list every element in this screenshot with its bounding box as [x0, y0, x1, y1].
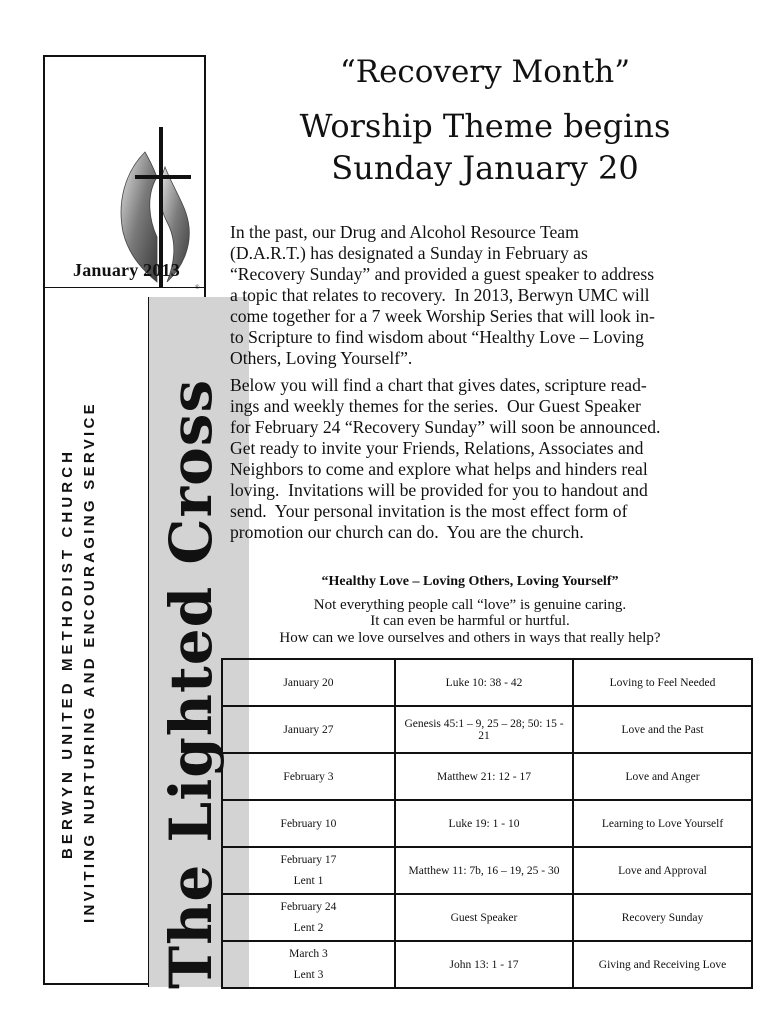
- church-name: BERWYN UNITED METHODIST CHURCH: [59, 447, 76, 859]
- intro-paragraph: In the past, our Drug and Alcohol Resource Team (D.A.R.T.) has designated a Sunday in February as “Recovery Sunday” and provided a guest speaker to address a topic that relates to recovery. In 2013, Berwyn UMC will come together for a 7 week Worship Series that will look in- to Scripture to find wisdom about “Healthy Love – Loving Others, Loving Yourself”.: [230, 222, 655, 368]
- headline-line-3: Sunday January 20: [331, 149, 639, 187]
- theme-cell: Love and the Past: [573, 706, 752, 753]
- date-cell: [222, 941, 395, 988]
- date-cell: [222, 847, 395, 894]
- table-row: [222, 941, 752, 988]
- sidebar-divider: [45, 287, 204, 288]
- date-text: March 3: [289, 948, 328, 960]
- scripture-cell: Genesis 45:1 – 9, 25 – 28; 50: 15 - 21: [395, 706, 573, 753]
- lent-label: Lent 2: [293, 922, 324, 934]
- masthead-sidebar: [43, 55, 225, 989]
- series-intro-line-2: It can even be harmful or hurtful.: [370, 613, 570, 629]
- scripture-cell: Luke 19: 1 - 10: [395, 800, 573, 847]
- date-text: February 24: [280, 901, 337, 913]
- scripture-cell: Matthew 21: 12 - 17: [395, 753, 573, 800]
- scripture-cell: Guest Speaker: [395, 894, 573, 941]
- theme-cell: Love and Approval: [573, 847, 752, 894]
- date-cell: [222, 659, 395, 706]
- scripture-cell: John 13: 1 - 17: [395, 941, 573, 988]
- series-intro-line-1: Not everything people call “love” is genuine caring.: [313, 597, 627, 613]
- table-row: [222, 847, 752, 894]
- date-cell: [222, 894, 395, 941]
- scripture-cell: Matthew 11: 7b, 16 – 19, 25 - 30: [395, 847, 573, 894]
- date-text: February 10: [280, 817, 337, 830]
- svg-text:®: ®: [195, 285, 200, 291]
- table-row: [222, 894, 752, 941]
- chart-paragraph: Below you will find a chart that gives dates, scripture read- ings and weekly themes for the series. Our Guest Speaker for February 24 “Recovery Sunday” will soon be announced. Get ready to invite your Friends, Relations, Associates and Neighbors to come and explore what helps and hinders real loving. Invitations will be provided for you to handout and send. Your personal invitation is the most effect form of promotion our church can do. You are the church.: [230, 375, 661, 542]
- date-text: January 20: [283, 676, 334, 689]
- series-intro-line-3: How can we love ourselves and others in ways that really help?: [279, 630, 661, 646]
- table-row: [222, 706, 752, 753]
- date-cell: [222, 753, 395, 800]
- theme-cell: Loving to Feel Needed: [573, 659, 752, 706]
- headline-line-1: “Recovery Month”: [339, 54, 631, 90]
- lent-label: Lent 3: [293, 969, 324, 981]
- date-cell: [222, 800, 395, 847]
- theme-cell: Giving and Receiving Love: [573, 941, 752, 988]
- series-title: “Healthy Love – Loving Others, Loving Yourself”: [321, 574, 619, 589]
- issue-date: January 2013: [73, 260, 180, 280]
- lent-label: Lent 1: [293, 875, 324, 887]
- theme-cell: Love and Anger: [573, 753, 752, 800]
- date-text: January 27: [283, 723, 334, 736]
- date-cell: [222, 706, 395, 753]
- cross-and-flame-icon: [105, 97, 215, 327]
- table-row: [222, 800, 752, 847]
- table-row: [222, 659, 752, 706]
- theme-cell: Recovery Sunday: [573, 894, 752, 941]
- church-motto: INVITING NURTURING AND ENCOURAGING SERVICE: [81, 401, 98, 923]
- worship-schedule-table: [221, 658, 753, 989]
- table-row: [222, 753, 752, 800]
- date-text: February 3: [283, 770, 334, 783]
- scripture-cell: Luke 10: 38 - 42: [395, 659, 573, 706]
- date-text: February 17: [280, 854, 337, 866]
- newsletter-title: The Lighted Cross: [157, 378, 225, 989]
- theme-cell: Learning to Love Yourself: [573, 800, 752, 847]
- headline-line-2: Worship Theme begins: [299, 107, 671, 145]
